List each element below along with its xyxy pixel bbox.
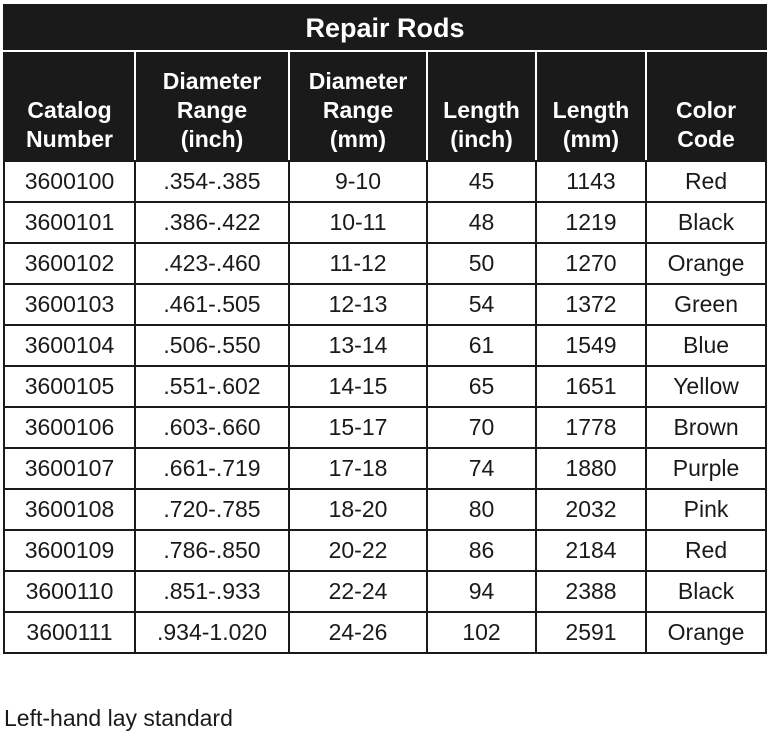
cell-catalog-number: 3600107	[4, 448, 135, 489]
column-header-line: Diameter	[162, 68, 262, 94]
cell-length-inch: 50	[427, 243, 536, 284]
cell-diameter-range-inch: .354-.385	[135, 161, 289, 202]
footnote: Left-hand lay standard	[4, 705, 233, 731]
column-header-line: Length	[443, 97, 520, 123]
cell-color-code: Green	[646, 284, 766, 325]
table-row	[4, 448, 766, 489]
cell-diameter-range-mm: 14-15	[289, 366, 427, 407]
cell-length-mm: 1219	[536, 202, 646, 243]
table-row	[4, 530, 766, 571]
column-header-line: Diameter	[308, 68, 408, 94]
cell-color-code: Brown	[646, 407, 766, 448]
cell-length-mm: 1549	[536, 325, 646, 366]
cell-color-code: Red	[646, 530, 766, 571]
cell-catalog-number: 3600100	[4, 161, 135, 202]
table-row	[4, 489, 766, 530]
cell-color-code: Blue	[646, 325, 766, 366]
column-header-catalog-number	[4, 51, 135, 161]
cell-catalog-number: 3600110	[4, 571, 135, 612]
table-row	[4, 571, 766, 612]
table-title: Repair Rods	[4, 5, 766, 51]
table-title-row	[4, 5, 766, 51]
cell-color-code: Orange	[646, 243, 766, 284]
repair-rods-table-container	[3, 4, 765, 654]
column-header-line: Catalog	[27, 97, 112, 123]
cell-diameter-range-mm: 20-22	[289, 530, 427, 571]
column-header-length-inch	[427, 51, 536, 161]
table-row	[4, 243, 766, 284]
cell-catalog-number: 3600102	[4, 243, 135, 284]
cell-catalog-number: 3600109	[4, 530, 135, 571]
cell-catalog-number: 3600103	[4, 284, 135, 325]
cell-color-code: Black	[646, 202, 766, 243]
cell-diameter-range-inch: .851-.933	[135, 571, 289, 612]
cell-color-code: Purple	[646, 448, 766, 489]
column-header-color-code	[646, 51, 766, 161]
cell-length-inch: 74	[427, 448, 536, 489]
cell-catalog-number: 3600108	[4, 489, 135, 530]
table-row	[4, 407, 766, 448]
cell-catalog-number: 3600111	[4, 612, 135, 653]
column-header-line: Color	[676, 97, 737, 123]
column-header-diameter-range-inch	[135, 51, 289, 161]
cell-diameter-range-inch: .786-.850	[135, 530, 289, 571]
table-body	[4, 161, 766, 653]
cell-length-inch: 48	[427, 202, 536, 243]
cell-diameter-range-mm: 18-20	[289, 489, 427, 530]
cell-length-mm: 1270	[536, 243, 646, 284]
cell-color-code: Pink	[646, 489, 766, 530]
column-header-line: Number	[26, 126, 113, 152]
repair-rods-table	[3, 4, 767, 654]
cell-length-inch: 80	[427, 489, 536, 530]
column-header-line: Range	[176, 97, 248, 123]
cell-diameter-range-inch: .551-.602	[135, 366, 289, 407]
table-row	[4, 325, 766, 366]
cell-diameter-range-inch: .461-.505	[135, 284, 289, 325]
column-header-line: (inch)	[180, 126, 244, 152]
column-header-length-mm	[536, 51, 646, 161]
cell-diameter-range-mm: 11-12	[289, 243, 427, 284]
cell-diameter-range-mm: 12-13	[289, 284, 427, 325]
cell-color-code: Yellow	[646, 366, 766, 407]
table-row	[4, 202, 766, 243]
column-header-diameter-range-mm	[289, 51, 427, 161]
cell-diameter-range-inch: .603-.660	[135, 407, 289, 448]
cell-length-inch: 45	[427, 161, 536, 202]
cell-catalog-number: 3600101	[4, 202, 135, 243]
column-header-line: (inch)	[450, 126, 513, 152]
cell-diameter-range-mm: 22-24	[289, 571, 427, 612]
cell-length-inch: 61	[427, 325, 536, 366]
cell-diameter-range-mm: 17-18	[289, 448, 427, 489]
cell-color-code: Black	[646, 571, 766, 612]
cell-length-mm: 1143	[536, 161, 646, 202]
cell-color-code: Red	[646, 161, 766, 202]
table-row	[4, 612, 766, 653]
cell-length-mm: 2388	[536, 571, 646, 612]
cell-catalog-number: 3600105	[4, 366, 135, 407]
cell-diameter-range-mm: 15-17	[289, 407, 427, 448]
cell-length-inch: 94	[427, 571, 536, 612]
cell-length-mm: 1651	[536, 366, 646, 407]
cell-diameter-range-mm: 10-11	[289, 202, 427, 243]
table-row	[4, 161, 766, 202]
cell-length-mm: 1372	[536, 284, 646, 325]
cell-length-mm: 1880	[536, 448, 646, 489]
cell-length-inch: 54	[427, 284, 536, 325]
cell-length-inch: 70	[427, 407, 536, 448]
table-row	[4, 366, 766, 407]
cell-length-mm: 2591	[536, 612, 646, 653]
cell-diameter-range-mm: 24-26	[289, 612, 427, 653]
cell-diameter-range-mm: 9-10	[289, 161, 427, 202]
column-header-line: Code	[677, 126, 735, 152]
cell-diameter-range-inch: .720-.785	[135, 489, 289, 530]
cell-length-mm: 1778	[536, 407, 646, 448]
column-header-line: (mm)	[329, 126, 387, 152]
cell-length-inch: 102	[427, 612, 536, 653]
cell-diameter-range-inch: .386-.422	[135, 202, 289, 243]
cell-length-inch: 86	[427, 530, 536, 571]
column-header-line: Length	[552, 97, 630, 123]
cell-diameter-range-mm: 13-14	[289, 325, 427, 366]
column-header-line: (mm)	[562, 126, 620, 152]
column-header-line: Range	[322, 97, 394, 123]
cell-catalog-number: 3600104	[4, 325, 135, 366]
cell-length-inch: 65	[427, 366, 536, 407]
cell-diameter-range-inch: .934-1.020	[135, 612, 289, 653]
cell-color-code: Orange	[646, 612, 766, 653]
cell-diameter-range-inch: .661-.719	[135, 448, 289, 489]
cell-catalog-number: 3600106	[4, 407, 135, 448]
column-header-row	[4, 51, 766, 161]
table-row	[4, 284, 766, 325]
cell-diameter-range-inch: .506-.550	[135, 325, 289, 366]
cell-length-mm: 2184	[536, 530, 646, 571]
cell-diameter-range-inch: .423-.460	[135, 243, 289, 284]
cell-length-mm: 2032	[536, 489, 646, 530]
